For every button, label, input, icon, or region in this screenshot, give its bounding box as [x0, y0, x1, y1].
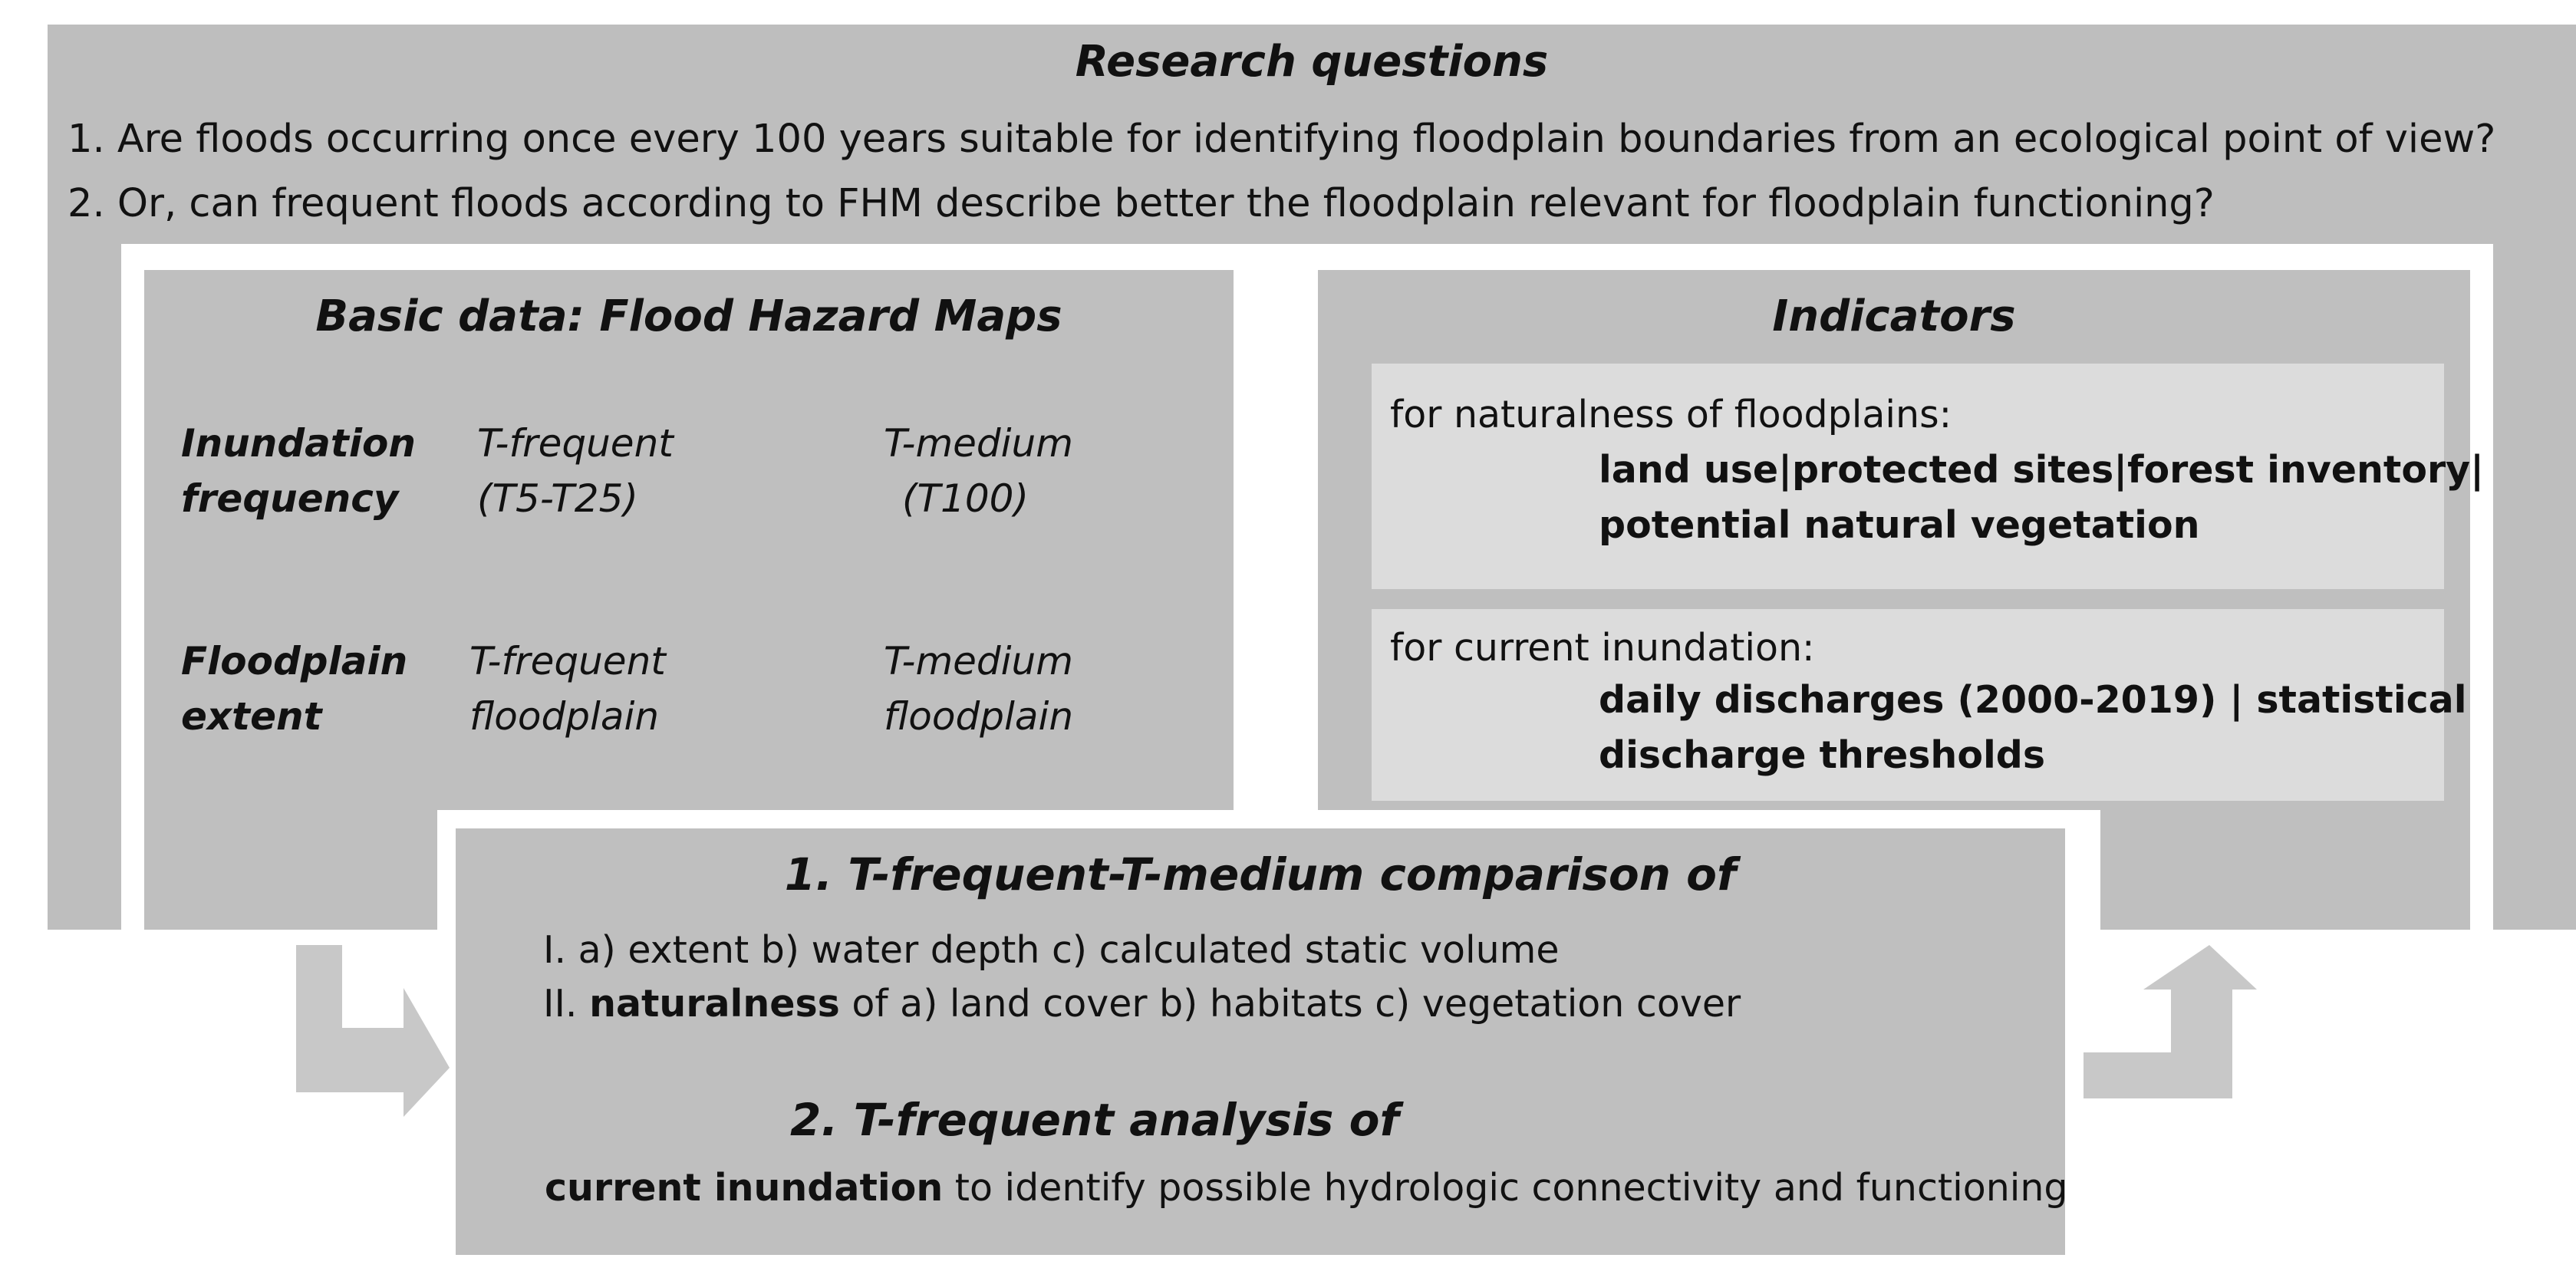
- naturalness-keyword: naturalness: [589, 982, 840, 1026]
- comparison-line-2-rest: of a) land cover b) habitats c) vegetation cover: [839, 982, 1741, 1026]
- inundation-intro: for current inundation:: [1390, 626, 1815, 670]
- frequent-analysis-title: 2. T-frequent analysis of: [790, 1094, 1399, 1146]
- research-question-1: 1. Are floods occurring once every 100 years suitable for identifying floodplain boundaries from an ecological point of view?: [68, 117, 2496, 162]
- t-medium-frequency-1: T-medium: [884, 421, 1073, 466]
- inundation-indicators-line-1: daily discharges (2000-2019) | statistical: [1599, 678, 2467, 722]
- inundation-frequency-label-1: Inundation: [181, 421, 416, 466]
- naturalness-intro: for naturalness of floodplains:: [1390, 393, 1952, 436]
- comparison-line-1: I. a) extent b) water depth c) calculated static volume: [543, 928, 1560, 972]
- floodplain-extent-label-2: extent: [181, 694, 322, 739]
- naturalness-indicators-line-1: land use|protected sites|forest inventory|: [1599, 448, 2484, 492]
- naturalness-indicators-line-2: potential natural vegetation: [1599, 503, 2200, 547]
- inundation-frequency-label-2: frequency: [181, 476, 399, 521]
- input-arrow: [296, 945, 450, 1117]
- current-inundation-keyword: current inundation: [545, 1166, 944, 1210]
- inundation-indicators-line-2: discharge thresholds: [1599, 733, 2046, 777]
- frequent-analysis-rest: to identify possible hydrologic connectivity and functioning: [943, 1166, 2068, 1210]
- floodplain-extent-label-1: Floodplain: [181, 639, 408, 683]
- output-arrow: [2084, 945, 2257, 1098]
- research-question-2: 2. Or, can frequent floods according to FHM describe better the floodplain relevant for floodplain functioning?: [68, 181, 2215, 226]
- t-medium-floodplain-1: T-medium: [884, 639, 1073, 683]
- t-frequent-floodplain-1: T-frequent: [469, 639, 666, 683]
- t-frequent-frequency-2: (T5-T25): [477, 476, 638, 521]
- t-medium-frequency-2: (T100): [902, 476, 1029, 521]
- comparison-title: 1. T-frequent-T-medium comparison of: [784, 848, 1737, 901]
- t-frequent-floodplain-2: floodplain: [469, 694, 660, 739]
- t-medium-floodplain-2: floodplain: [884, 694, 1074, 739]
- t-frequent-frequency-1: T-frequent: [477, 421, 674, 466]
- comparison-line-2-prefix: II.: [543, 982, 590, 1026]
- indicators-title: Indicators: [1772, 291, 2016, 341]
- research-questions-title: Research questions: [1075, 37, 1549, 87]
- basic-data-title: Basic data: Flood Hazard Maps: [315, 291, 1062, 341]
